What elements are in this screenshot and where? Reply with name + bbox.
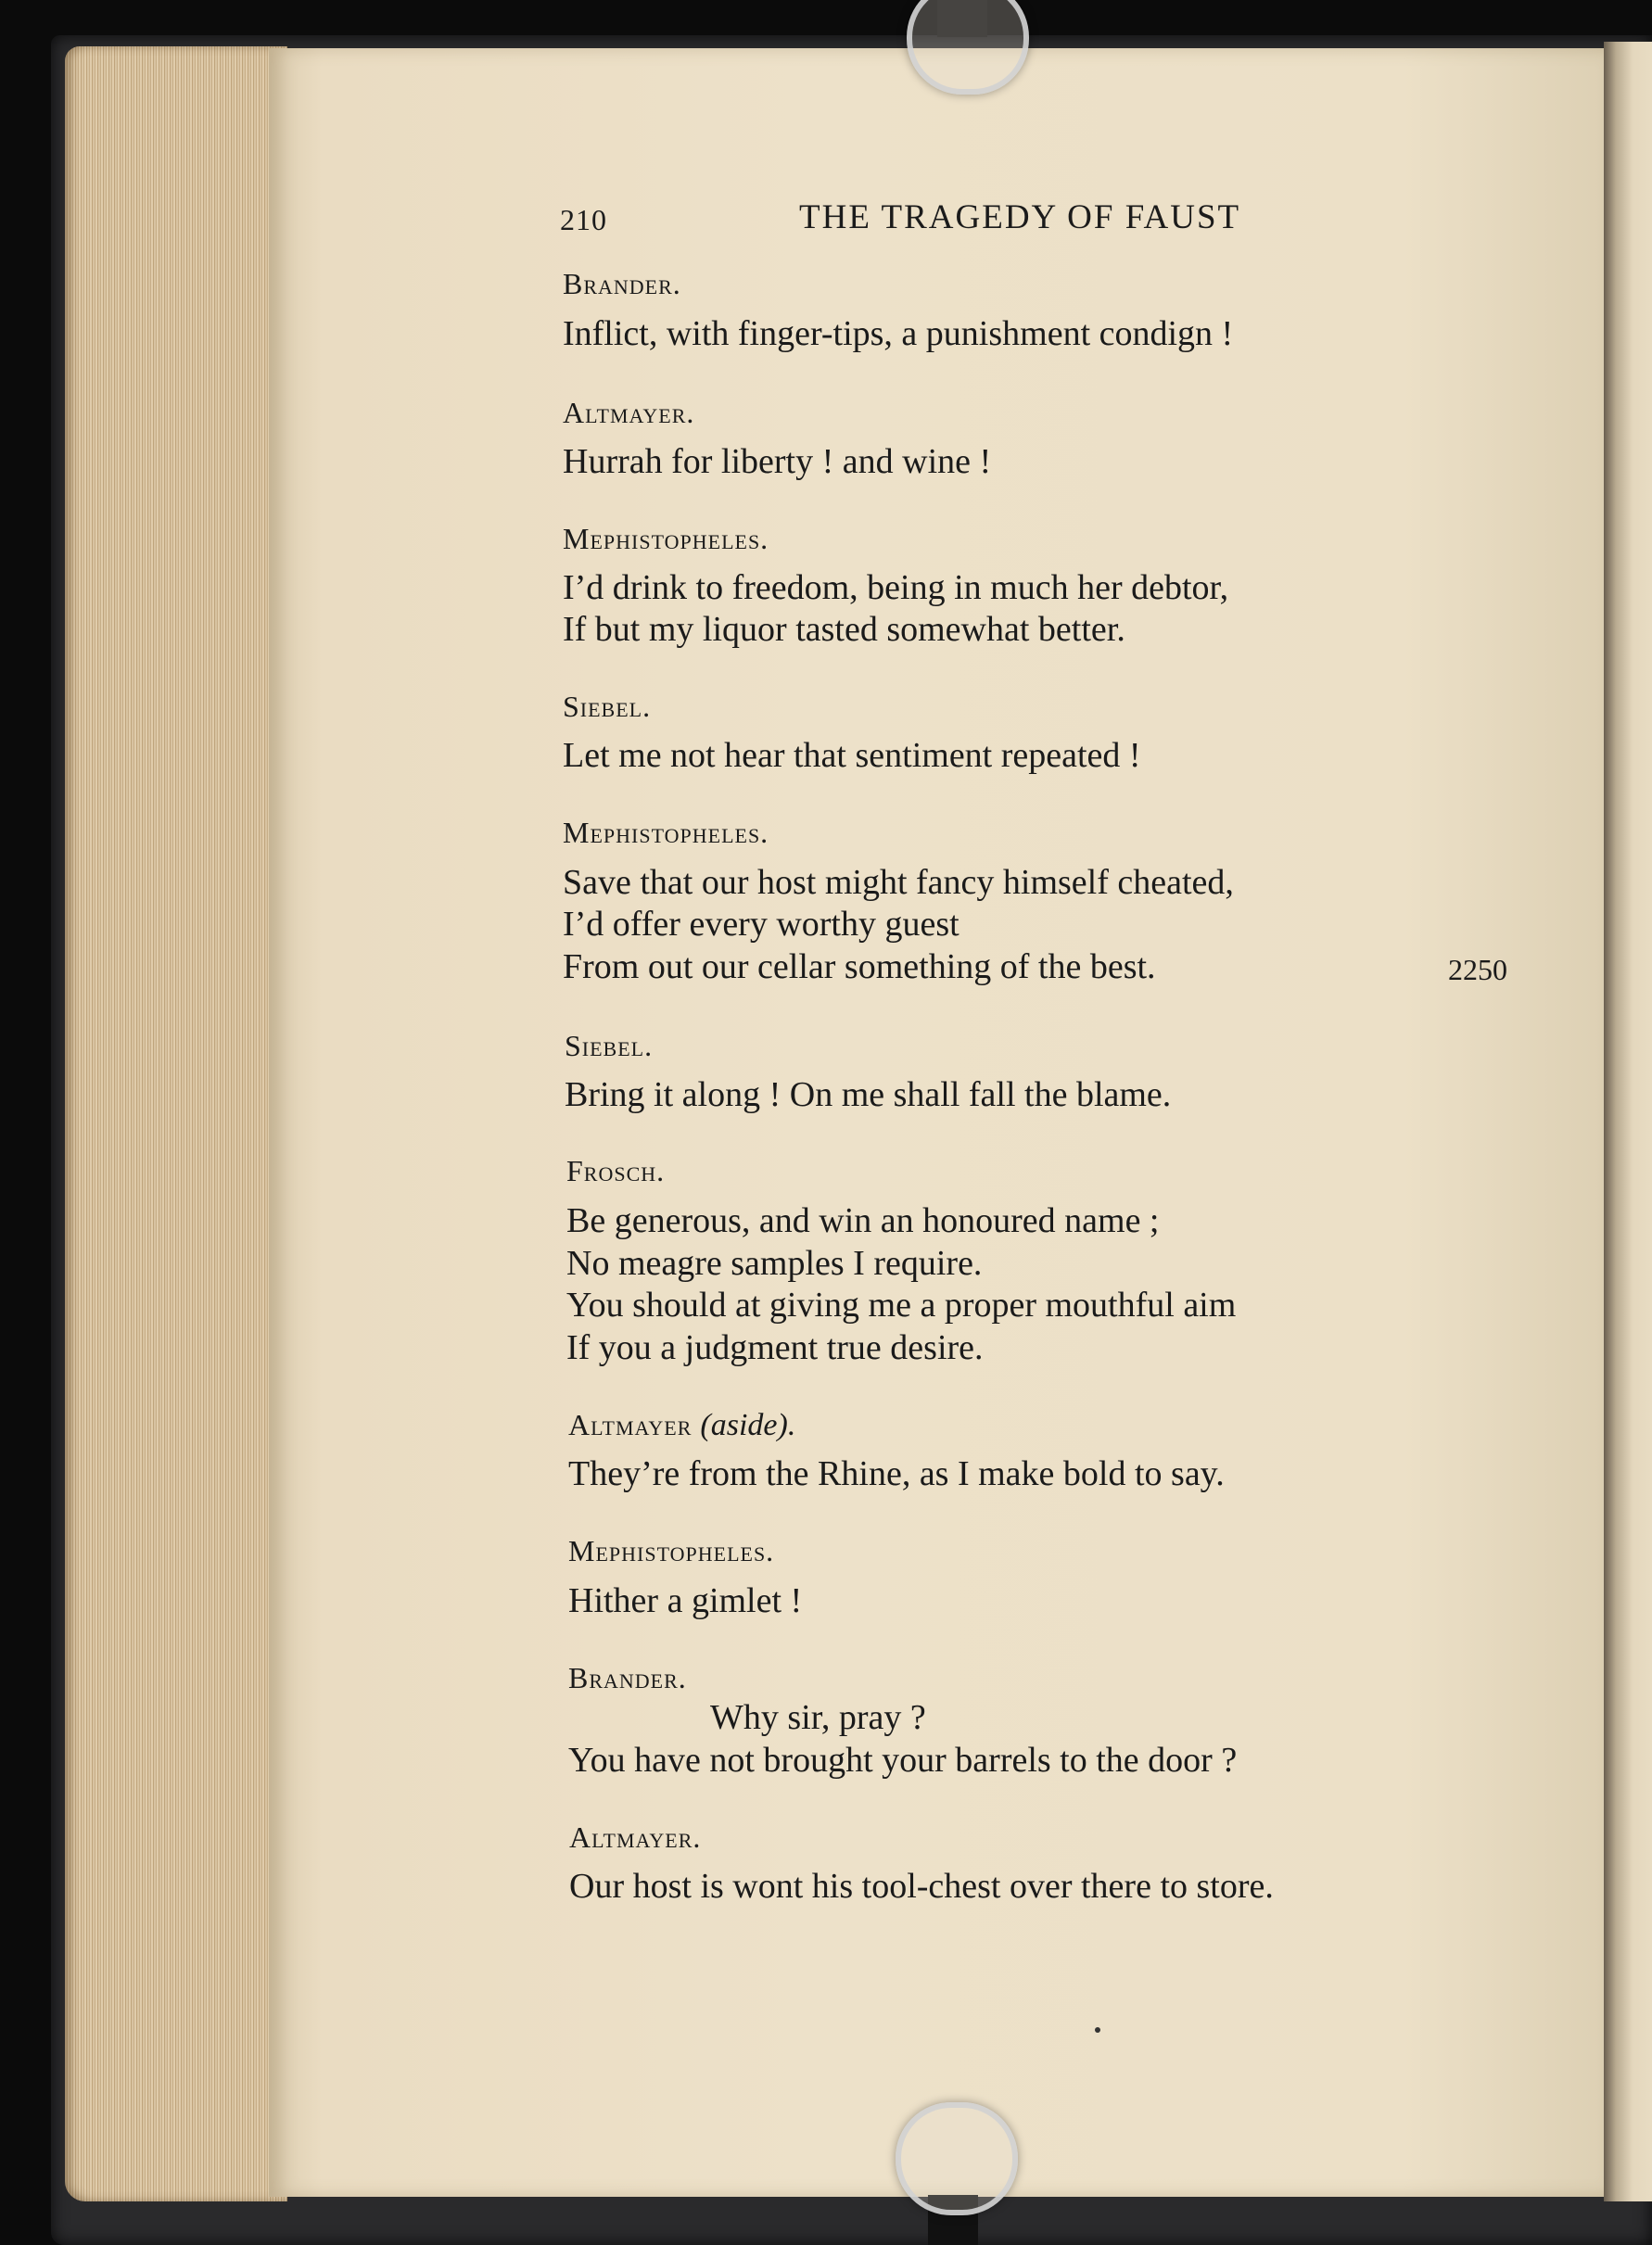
page-header — [560, 197, 1487, 244]
verse-line: Let me not hear that sentiment repeated ! — [563, 736, 1141, 775]
verse-line: No meagre samples I require. — [566, 1244, 983, 1283]
verse-line: From out our cellar something of the best. — [563, 947, 1156, 986]
page-number: 210 — [560, 203, 607, 236]
speaker-name: Mephistopheles. — [568, 1534, 775, 1567]
verse-line: Save that our host might fancy himself cheated, — [563, 863, 1234, 902]
facing-page — [1604, 42, 1652, 2201]
speaker-name: Altmayer. — [563, 396, 695, 429]
speaker-name: Altmayer. — [569, 1820, 702, 1854]
speaker-name: Brander. — [563, 267, 681, 300]
verse-line: Bring it along ! On me shall fall the blame. — [565, 1075, 1172, 1114]
speaker-name: Mephistopheles. — [563, 522, 769, 555]
verse-line: Inflict, with finger-tips, a punishment condign ! — [563, 314, 1234, 353]
verse-line: You should at giving me a proper mouthful aim — [566, 1286, 1237, 1325]
speaker-name: Siebel. — [565, 1029, 654, 1062]
stage-direction: (aside). — [700, 1408, 796, 1442]
running-head: THE TRAGEDY OF FAUST — [799, 198, 1241, 236]
verse-line: I’d offer every worthy guest — [563, 905, 959, 944]
speaker-name: Siebel. — [563, 690, 652, 723]
speaker-name: Mephistopheles. — [563, 816, 769, 849]
speaker-label: Altmayer — [568, 1408, 693, 1441]
speaker-name: Brander. — [568, 1661, 687, 1694]
page-edges — [65, 46, 287, 2201]
page-clip-bottom — [896, 2102, 1018, 2215]
verse-line: Hurrah for liberty ! and wine ! — [563, 442, 992, 481]
ink-speck — [1095, 2027, 1100, 2033]
speaker-name — [568, 1410, 795, 1441]
verse-line: You have not brought your barrels to the door ? — [568, 1741, 1238, 1780]
verse-line: If you a judgment true desire. — [566, 1328, 984, 1367]
verse-line: If but my liquor tasted somewhat better. — [563, 610, 1125, 649]
verse-line: Why sir, pray ? — [710, 1698, 926, 1737]
verse-line: I’d drink to freedom, being in much her debtor, — [563, 568, 1229, 607]
verse-line: They’re from the Rhine, as I make bold to say. — [568, 1454, 1225, 1493]
line-number: 2250 — [1448, 953, 1507, 986]
verse-line: Our host is wont his tool-chest over there to store. — [569, 1867, 1274, 1906]
speaker-name: Frosch. — [566, 1154, 666, 1187]
verse-line: Hither a gimlet ! — [568, 1581, 803, 1620]
verse-line: Be generous, and win an honoured name ; — [566, 1201, 1160, 1240]
